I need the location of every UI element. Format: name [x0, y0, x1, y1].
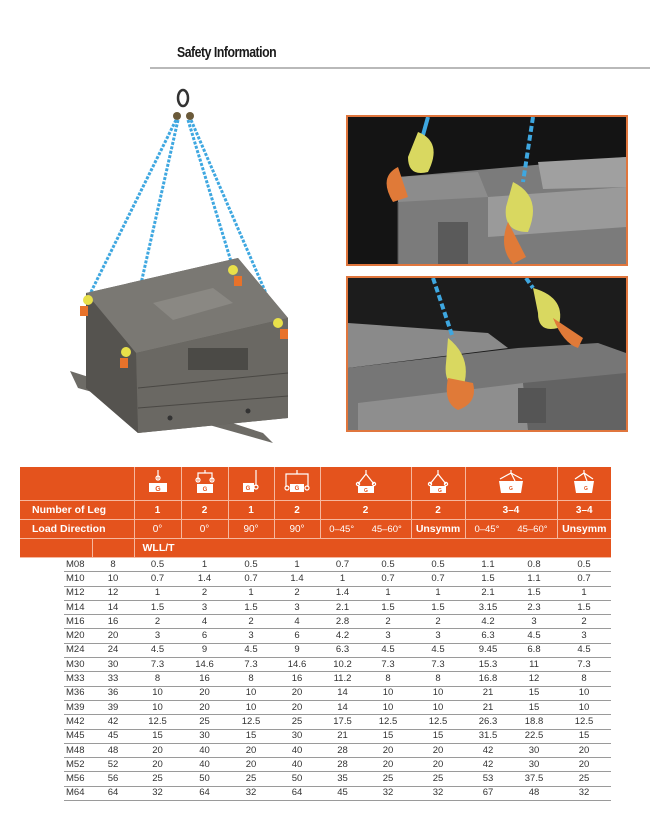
wll-cell: 26.3	[465, 715, 511, 729]
wll-cell: 14.6	[181, 658, 228, 672]
svg-text:G: G	[584, 486, 589, 492]
wll-cell: 18.8	[511, 715, 557, 729]
single-leg-vertical-icon	[134, 467, 181, 501]
svg-text:G: G	[294, 486, 300, 492]
diameter-cell: 33	[92, 672, 134, 686]
two-leg-vertical-icon	[181, 467, 228, 501]
table-row	[20, 643, 611, 657]
wll-cell: 2	[365, 615, 411, 629]
wll-cell: 10	[228, 700, 274, 714]
three-four-leg-angled-icon	[465, 467, 557, 501]
wll-cell: 15	[411, 729, 465, 743]
wll-cell: 4.2	[465, 615, 511, 629]
row-margin	[20, 586, 64, 600]
diameter-cell: 8	[92, 558, 134, 572]
two-leg-side-pull-icon	[274, 467, 320, 501]
wll-cell: 53	[465, 772, 511, 786]
wll-cell: 20	[557, 758, 611, 772]
wll-cell: 15	[557, 729, 611, 743]
three-four-leg-unsymmetric-icon	[557, 467, 611, 501]
wll-cell: 9	[274, 643, 320, 657]
wll-cell: 1	[320, 572, 365, 586]
wll-cell: 1.1	[511, 572, 557, 586]
wll-cell: 3	[228, 629, 274, 643]
wll-cell: 4.5	[134, 643, 181, 657]
wll-cell: 0.7	[320, 558, 365, 572]
wll-cell: 20	[365, 743, 411, 757]
wll-cell: 30	[274, 729, 320, 743]
load-direction-label: Load Direction	[20, 520, 134, 539]
size-header-cell	[20, 539, 92, 558]
wll-cell: 2.3	[511, 600, 557, 614]
main-lifting-illustration	[58, 88, 298, 450]
wll-cell: 8	[134, 672, 181, 686]
wll-cell: 2.8	[320, 615, 365, 629]
wll-cell: 0.7	[228, 572, 274, 586]
wll-cell: 28	[320, 758, 365, 772]
row-margin	[20, 615, 64, 629]
wll-cell: 4	[274, 615, 320, 629]
wll-cell: 15	[511, 700, 557, 714]
size-cell: M52	[64, 758, 92, 772]
wll-cell: 20	[181, 700, 228, 714]
svg-text:G: G	[438, 488, 442, 494]
row-margin	[20, 658, 64, 672]
wll-cell: 12.5	[411, 715, 465, 729]
wll-cell: 10.2	[320, 658, 365, 672]
size-cell: M48	[64, 743, 92, 757]
diameter-cell: 42	[92, 715, 134, 729]
wll-cell: 14	[320, 686, 365, 700]
wll-cell: 15	[228, 729, 274, 743]
wll-cell: 20	[365, 758, 411, 772]
svg-text:G: G	[202, 487, 207, 493]
wll-cell: 10	[411, 686, 465, 700]
diameter-header-cell	[92, 539, 134, 558]
wll-cell: 32	[411, 786, 465, 800]
diameter-cell: 30	[92, 658, 134, 672]
wll-cell: 16	[274, 672, 320, 686]
row-margin	[20, 672, 64, 686]
wll-cell: 7.3	[365, 658, 411, 672]
legs-value: 3–4	[557, 501, 611, 520]
wll-cell: 1.4	[274, 572, 320, 586]
wll-cell: 2.1	[320, 600, 365, 614]
wll-cell: 3	[411, 629, 465, 643]
wll-cell: 20	[134, 758, 181, 772]
svg-text:G: G	[245, 486, 251, 492]
wll-cell: 2	[411, 615, 465, 629]
wll-cell: 16	[181, 672, 228, 686]
wll-cell: 31.5	[465, 729, 511, 743]
wll-cell: 0.5	[134, 558, 181, 572]
two-leg-angled-icon	[320, 467, 411, 501]
table-row	[20, 572, 611, 586]
table-row	[20, 700, 611, 714]
wll-cell: 4.2	[320, 629, 365, 643]
row-margin	[20, 643, 64, 657]
wll-cell: 30	[181, 729, 228, 743]
wll-cell: 11.2	[320, 672, 365, 686]
row-margin	[20, 600, 64, 614]
wll-cell: 7.3	[134, 658, 181, 672]
wll-cell: 9	[181, 643, 228, 657]
wll-cell: 20	[134, 743, 181, 757]
table-row	[20, 586, 611, 600]
wll-cell: 15.3	[465, 658, 511, 672]
row-margin	[20, 729, 64, 743]
wll-cell: 3	[365, 629, 411, 643]
wll-cell: 40	[274, 758, 320, 772]
size-cell: M56	[64, 772, 92, 786]
wll-cell: 10	[557, 700, 611, 714]
wll-cell: 0.7	[365, 572, 411, 586]
direction-value: 90°	[228, 520, 274, 539]
table-row	[20, 629, 611, 643]
wll-cell: 20	[557, 743, 611, 757]
row-margin	[20, 700, 64, 714]
row-margin	[20, 686, 64, 700]
wll-cell: 20	[411, 743, 465, 757]
wll-cell: 4.5	[511, 629, 557, 643]
diameter-cell: 10	[92, 572, 134, 586]
wll-cell: 3	[181, 600, 228, 614]
wll-cell: 1	[228, 586, 274, 600]
size-cell: M33	[64, 672, 92, 686]
wll-cell: 6	[181, 629, 228, 643]
wll-cell: 3	[557, 629, 611, 643]
wll-cell: 1	[181, 558, 228, 572]
wll-cell: 32	[365, 786, 411, 800]
wll-cell: 12	[511, 672, 557, 686]
wll-cell: 1.5	[134, 600, 181, 614]
wll-cell: 2	[274, 586, 320, 600]
detail-photo-top	[346, 115, 628, 266]
wll-cell: 32	[134, 786, 181, 800]
direction-value: 0°	[181, 520, 228, 539]
wll-cell: 32	[557, 786, 611, 800]
table-row	[20, 600, 611, 614]
diameter-cell: 12	[92, 586, 134, 600]
wll-cell: 1	[557, 586, 611, 600]
diameter-cell: 45	[92, 729, 134, 743]
table-row	[20, 658, 611, 672]
wll-cell: 40	[181, 743, 228, 757]
wll-cell: 12.5	[134, 715, 181, 729]
wll-cell: 8	[228, 672, 274, 686]
size-cell: M14	[64, 600, 92, 614]
wll-cell: 10	[365, 686, 411, 700]
wll-cell: 10	[365, 700, 411, 714]
table-row	[20, 786, 611, 800]
size-cell: M30	[64, 658, 92, 672]
page-title: Safety Information	[177, 44, 277, 61]
wll-cell: 0.8	[511, 558, 557, 572]
wll-cell: 10	[411, 700, 465, 714]
row-margin	[20, 558, 64, 572]
direction-value: Unsymm	[557, 520, 611, 539]
wll-cell: 21	[465, 686, 511, 700]
svg-text:G: G	[363, 488, 368, 494]
wll-cell: 2.1	[465, 586, 511, 600]
wll-cell: 45	[320, 786, 365, 800]
wll-cell: 0.7	[411, 572, 465, 586]
wll-cell: 40	[274, 743, 320, 757]
wll-cell: 0.5	[557, 558, 611, 572]
wll-cell: 6.8	[511, 643, 557, 657]
wll-cell: 6	[274, 629, 320, 643]
diameter-cell: 64	[92, 786, 134, 800]
wll-cell: 3	[134, 629, 181, 643]
table-row	[20, 615, 611, 629]
wll-cell: 25	[181, 715, 228, 729]
wll-cell: 1.4	[181, 572, 228, 586]
wll-cell: 10	[557, 686, 611, 700]
wll-cell: 50	[181, 772, 228, 786]
wll-cell: 20	[274, 686, 320, 700]
wll-cell: 2	[557, 615, 611, 629]
size-cell: M08	[64, 558, 92, 572]
size-cell: M12	[64, 586, 92, 600]
legs-value: 2	[274, 501, 320, 520]
wll-cell: 4.5	[228, 643, 274, 657]
direction-value: 90°	[274, 520, 320, 539]
row-margin	[20, 715, 64, 729]
wll-cell: 25	[411, 772, 465, 786]
size-cell: M64	[64, 786, 92, 800]
wll-cell: 28	[320, 743, 365, 757]
wll-cell: 25	[228, 772, 274, 786]
legs-value: 1	[228, 501, 274, 520]
wll-cell: 1.5	[465, 572, 511, 586]
size-cell: M20	[64, 629, 92, 643]
wll-cell: 11	[511, 658, 557, 672]
direction-value-pair	[320, 520, 411, 539]
table-row	[20, 758, 611, 772]
diameter-cell: 14	[92, 600, 134, 614]
wll-cell: 25	[365, 772, 411, 786]
wll-cell: 25	[557, 772, 611, 786]
wll-cell: 25	[134, 772, 181, 786]
wll-cell: 64	[274, 786, 320, 800]
wll-cell: 67	[465, 786, 511, 800]
wll-cell: 7.3	[228, 658, 274, 672]
row-margin	[20, 743, 64, 757]
diameter-cell: 48	[92, 743, 134, 757]
wll-cell: 10	[228, 686, 274, 700]
wll-cell: 10	[134, 700, 181, 714]
wll-cell: 42	[465, 743, 511, 757]
size-cell: M16	[64, 615, 92, 629]
wll-cell: 8	[365, 672, 411, 686]
wll-cell: 12.5	[557, 715, 611, 729]
legs-value: 2	[181, 501, 228, 520]
wll-cell: 8	[557, 672, 611, 686]
wll-cell: 1	[274, 558, 320, 572]
wll-cell: 1.5	[365, 600, 411, 614]
wll-cell: 0.7	[557, 572, 611, 586]
diameter-cell: 20	[92, 629, 134, 643]
wll-table-body	[20, 558, 611, 801]
wll-unit-label: WLL/T	[134, 539, 611, 558]
wll-cell: 4.5	[557, 643, 611, 657]
wll-cell: 2	[134, 615, 181, 629]
wll-cell: 16.8	[465, 672, 511, 686]
wll-cell: 0.5	[365, 558, 411, 572]
diameter-cell: 16	[92, 615, 134, 629]
wll-cell: 2	[181, 586, 228, 600]
wll-cell: 6.3	[320, 643, 365, 657]
wll-cell: 14	[320, 700, 365, 714]
wll-cell: 35	[320, 772, 365, 786]
wll-cell: 0.5	[411, 558, 465, 572]
wll-cell: 40	[181, 758, 228, 772]
wll-cell: 20	[228, 758, 274, 772]
wll-cell: 21	[320, 729, 365, 743]
table-row	[20, 686, 611, 700]
wll-cell: 1.1	[465, 558, 511, 572]
wll-cell: 3	[274, 600, 320, 614]
direction-value: 45–60°	[371, 523, 402, 535]
diameter-cell: 39	[92, 700, 134, 714]
wll-cell: 64	[181, 786, 228, 800]
wll-cell: 1	[365, 586, 411, 600]
wll-cell: 1	[411, 586, 465, 600]
wll-cell: 12.5	[228, 715, 274, 729]
wll-cell: 1.5	[557, 600, 611, 614]
wll-cell: 20	[274, 700, 320, 714]
wll-cell: 15	[365, 729, 411, 743]
direction-value: 0–45°	[329, 523, 355, 535]
wll-cell: 9.45	[465, 643, 511, 657]
wll-cell: 0.5	[228, 558, 274, 572]
header-corner-cell	[20, 467, 134, 501]
wll-cell: 48	[511, 786, 557, 800]
two-leg-unsymmetric-icon	[411, 467, 465, 501]
row-margin	[20, 772, 64, 786]
detail-photo-bottom	[346, 276, 628, 432]
legs-value: 1	[134, 501, 181, 520]
direction-value: 0°	[134, 520, 181, 539]
wll-cell: 4.5	[365, 643, 411, 657]
diameter-cell: 52	[92, 758, 134, 772]
direction-value: 0–45°	[474, 523, 500, 535]
wll-cell: 32	[228, 786, 274, 800]
legs-value: 3–4	[465, 501, 557, 520]
table-row	[20, 715, 611, 729]
number-of-leg-label: Number of Leg	[20, 501, 134, 520]
legs-value: 2	[320, 501, 411, 520]
wll-cell: 20	[181, 686, 228, 700]
diameter-cell: 24	[92, 643, 134, 657]
wll-cell: 2	[228, 615, 274, 629]
table-row	[20, 729, 611, 743]
size-cell: M36	[64, 686, 92, 700]
wll-cell: 30	[511, 758, 557, 772]
row-margin	[20, 629, 64, 643]
table-row	[20, 743, 611, 757]
direction-value: Unsymm	[411, 520, 465, 539]
size-cell: M24	[64, 643, 92, 657]
wll-cell: 1.5	[228, 600, 274, 614]
size-cell: M42	[64, 715, 92, 729]
direction-value: 45–60°	[517, 523, 548, 535]
wll-cell: 20	[228, 743, 274, 757]
wll-cell: 10	[134, 686, 181, 700]
wll-cell: 1.5	[411, 600, 465, 614]
size-cell: M39	[64, 700, 92, 714]
diameter-cell: 56	[92, 772, 134, 786]
size-cell: M45	[64, 729, 92, 743]
svg-text:G: G	[509, 486, 513, 492]
size-cell: M10	[64, 572, 92, 586]
table-row	[20, 672, 611, 686]
wll-cell: 17.5	[320, 715, 365, 729]
wll-table	[20, 467, 611, 801]
table-row	[20, 772, 611, 786]
direction-value-pair	[465, 520, 557, 539]
wll-table-header	[20, 467, 611, 558]
diameter-cell: 36	[92, 686, 134, 700]
wll-cell: 3	[511, 615, 557, 629]
wll-cell: 4	[181, 615, 228, 629]
row-margin	[20, 572, 64, 586]
wll-cell: 22.5	[511, 729, 557, 743]
wll-cell: 1.5	[511, 586, 557, 600]
wll-cell: 7.3	[557, 658, 611, 672]
wll-cell: 37.5	[511, 772, 557, 786]
title-divider	[150, 67, 650, 69]
wll-cell: 50	[274, 772, 320, 786]
table-row	[20, 558, 611, 572]
wll-cell: 15	[511, 686, 557, 700]
single-leg-side-pull-icon	[228, 467, 274, 501]
wll-cell: 15	[134, 729, 181, 743]
wll-cell: 4.5	[411, 643, 465, 657]
wll-cell: 0.7	[134, 572, 181, 586]
wll-cell: 42	[465, 758, 511, 772]
wll-cell: 14.6	[274, 658, 320, 672]
wll-cell: 12.5	[365, 715, 411, 729]
wll-cell: 6.3	[465, 629, 511, 643]
wll-cell: 8	[411, 672, 465, 686]
wll-cell: 1	[134, 586, 181, 600]
wll-cell: 21	[465, 700, 511, 714]
wll-cell: 20	[411, 758, 465, 772]
row-margin	[20, 786, 64, 800]
svg-text:G: G	[154, 486, 161, 493]
wll-cell: 3.15	[465, 600, 511, 614]
wll-cell: 7.3	[411, 658, 465, 672]
row-margin	[20, 758, 64, 772]
legs-value: 2	[411, 501, 465, 520]
wll-cell: 25	[274, 715, 320, 729]
wll-cell: 30	[511, 743, 557, 757]
wll-cell: 1.4	[320, 586, 365, 600]
